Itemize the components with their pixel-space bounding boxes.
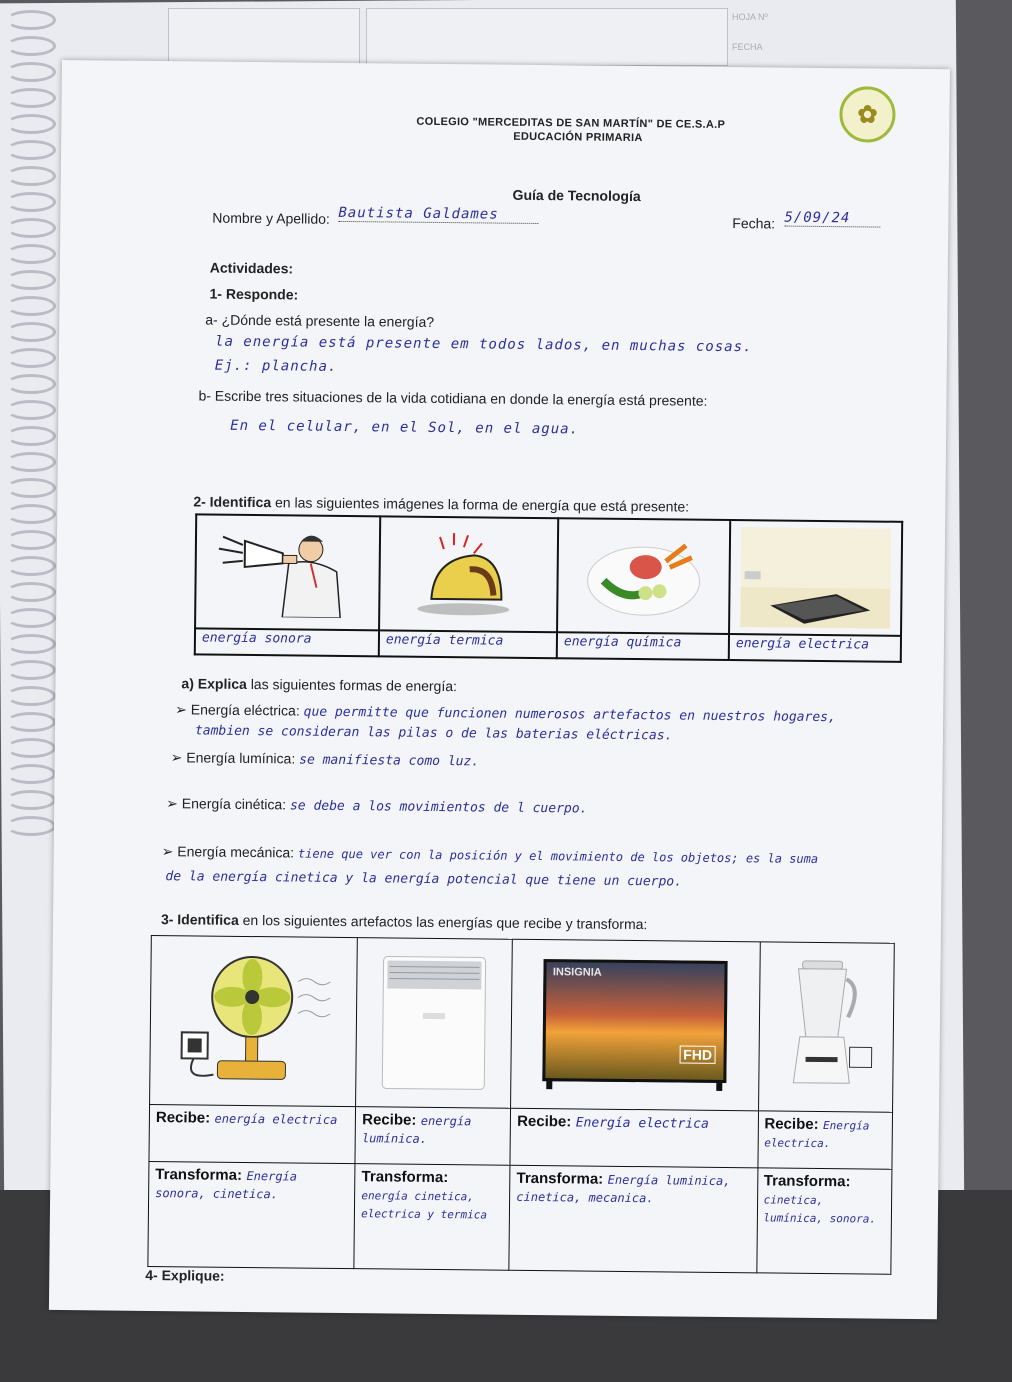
bullet-arrow-icon: ➢ <box>161 843 178 860</box>
bullet-arrow-icon: ➢ <box>170 749 187 766</box>
bullet-arrow-icon: ➢ <box>166 795 182 812</box>
q2-cell-food <box>557 518 730 634</box>
header-box-1 <box>168 8 360 66</box>
q2-title <box>193 493 689 514</box>
q3-title <box>161 911 648 932</box>
explain-mecanica-label: Energía mecánica: <box>177 843 295 861</box>
q2-answer-1: energía sonora <box>201 630 312 647</box>
explain-electrica <box>175 701 836 725</box>
binder-rings <box>0 0 60 860</box>
q2-answer-cell-1 <box>195 628 379 656</box>
q1a-question: a- ¿Dónde está presente la energía? <box>205 311 435 330</box>
transforma-label: Transforma: <box>763 1172 851 1191</box>
q2-answer-2: energía termica <box>385 632 504 649</box>
q2-cell-phone <box>729 520 902 636</box>
name-label: Nombre y Apellido: <box>212 209 330 227</box>
q3-transforma-blender <box>756 1168 892 1274</box>
explain-luminica-label: Energía lumínica: <box>186 749 296 767</box>
bullet-arrow-icon: ➢ <box>175 701 191 718</box>
q1a-answer-line1: la energía está presente em todos lados, en muchas cosas. <box>214 333 753 356</box>
q3-transforma-fan <box>148 1161 355 1268</box>
food-plate-icon <box>583 530 704 621</box>
air-conditioner-icon <box>378 952 489 1093</box>
explain-cinetica <box>166 795 587 816</box>
explain-cinetica-label: Energía cinética: <box>181 795 287 813</box>
transforma-label: Transforma: <box>361 1168 449 1187</box>
hoja-label: HOJA Nº <box>732 12 768 22</box>
header-box-2 <box>366 8 728 66</box>
q3-transforma-tv <box>509 1165 757 1273</box>
q3-cell-tv <box>511 939 760 1111</box>
explain-electrica-answer-2: tambien se consideran las pilas o de las baterias eléctricas. <box>194 723 673 744</box>
q3-recibe-blender <box>757 1111 892 1169</box>
q3-recibe-tv <box>510 1108 758 1168</box>
q3-recibe-ac-value: energía lumínica. <box>361 1113 472 1146</box>
blender-icon <box>775 957 876 1098</box>
name-field: Bautista Galdames <box>338 205 538 224</box>
q3-cell-fan <box>150 935 358 1106</box>
q3-cell-blender <box>758 942 894 1112</box>
explain-mecanica-answer: tiene que ver con la posición y el movimiento de los objetos; es la suma <box>297 846 819 866</box>
q2-answer-3: energía química <box>563 634 682 651</box>
q3-title-bold: 3- Identifica <box>160 911 239 928</box>
q3-transforma-tv-value: Energía luminica, cinetica, mecanica. <box>516 1172 731 1206</box>
recibe-label: Recibe: <box>764 1115 819 1133</box>
q2-image-table <box>194 513 903 662</box>
fan-icon <box>173 950 334 1092</box>
q2-title-bold: 2- Identifica <box>193 493 272 511</box>
school-level: EDUCACIÓN PRIMARIA <box>513 130 643 145</box>
q3-recibe-blender-value: Energía electrica. <box>764 1119 870 1151</box>
q3-recibe-ac <box>355 1107 511 1166</box>
transforma-label: Transforma: <box>516 1169 604 1188</box>
q3-artifacts-table <box>147 935 894 1275</box>
q2-answer-4: energía electrica <box>735 636 870 653</box>
q1a-answer-line2: Ej.: plancha. <box>214 357 338 375</box>
explain-mecanica-answer-2: de la energía cinetica y la energía potencial que tiene un cuerpo. <box>165 869 683 890</box>
explain-luminica-answer: se manifiesta como luz. <box>299 752 480 770</box>
tv-badge: FHD <box>679 1046 716 1064</box>
q2-answer-cell-4 <box>729 634 901 662</box>
q2-cell-megaphone <box>195 514 380 630</box>
tv-brand: INSIGNIA <box>552 966 602 979</box>
q1b-answer: En el celular, en el Sol, en el agua. <box>230 417 580 438</box>
date-label: Fecha: <box>732 215 776 232</box>
q3-title-rest: en los siguientes artefactos las energías que recibe y transforma: <box>238 911 648 933</box>
explain-luminica <box>171 749 480 769</box>
q2-answer-cell-2 <box>379 630 557 658</box>
q3-transforma-ac-value: energía cinetica, electrica y termica <box>361 1189 488 1222</box>
q3-recibe-tv-value: Energía electrica <box>575 1115 709 1132</box>
megaphone-person-icon <box>212 527 363 619</box>
q2-cell-iron <box>379 516 558 632</box>
q1-title: 1- Responde: <box>209 285 299 303</box>
q2a-title-bold: a) Explica <box>181 675 247 692</box>
q1b-question: b- Escribe tres situaciones de la vida cotidiana en donde la energía está presente: <box>198 387 708 409</box>
television-icon <box>543 959 728 1091</box>
cellphone-icon <box>740 527 891 629</box>
q2-answer-cell-3 <box>557 632 729 660</box>
q3-recibe-fan-value: energía electrica <box>214 1111 338 1127</box>
recibe-label: Recibe: <box>517 1112 572 1131</box>
explain-electrica-answer: que permitte que funcionen numerosos artefactos en nuestros hogares, <box>303 704 836 726</box>
explain-cinetica-answer: se debe a los movimientos de l cuerpo. <box>289 798 588 817</box>
q3-transforma-ac <box>354 1164 510 1271</box>
activities-title: Actividades: <box>209 259 294 277</box>
iron-icon <box>413 529 524 620</box>
q3-transforma-blender-value: cinetica, lumínica, sonora. <box>763 1193 877 1226</box>
date-field: 5/09/24 <box>784 210 880 228</box>
fecha-label: FECHA <box>732 42 763 52</box>
guide-title: Guía de Tecnología <box>512 186 641 205</box>
q4-title: 4- Explique: <box>145 1266 225 1284</box>
q3-transforma-fan-value: Energía sonora, cinetica. <box>155 1168 298 1202</box>
school-logo-icon: ✿ <box>839 86 896 143</box>
recibe-label: Recibe: <box>362 1111 417 1129</box>
explain-electrica-label: Energía eléctrica: <box>190 701 300 719</box>
q2a-title <box>181 675 457 694</box>
q3-recibe-fan <box>149 1104 356 1163</box>
recibe-label: Recibe: <box>155 1109 211 1127</box>
explain-mecanica <box>162 843 819 867</box>
q2-title-rest: en las siguientes imágenes la forma de energía que está presente: <box>271 494 690 515</box>
transforma-label: Transforma: <box>155 1166 243 1184</box>
q3-cell-ac <box>356 938 513 1109</box>
q2a-title-rest: las siguientes formas de energía: <box>246 675 458 695</box>
school-name: COLEGIO "MERCEDITAS DE SAN MARTÍN" DE CE.S.A.P <box>416 115 726 131</box>
worksheet-page <box>49 60 950 1319</box>
